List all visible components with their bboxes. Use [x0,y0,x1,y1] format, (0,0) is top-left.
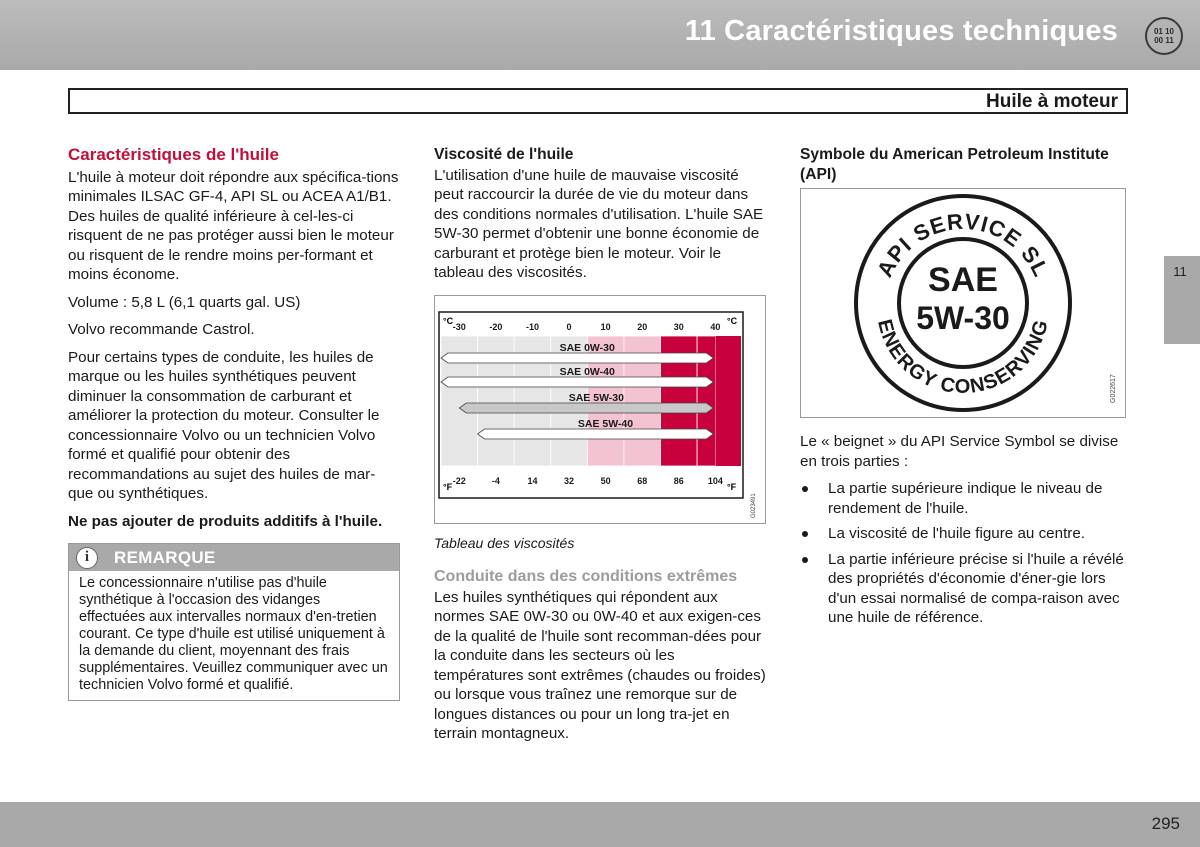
viscosity-band-arrow [459,403,713,413]
celsius-unit-right: °C [727,315,738,326]
fahrenheit-unit-left: °F [443,481,453,492]
api-center-sae: SAE [928,261,998,299]
viscosity-band-arrow [441,377,713,387]
chart-image-code: G023491 [751,492,757,518]
viscosity-chart-svg [435,296,765,523]
fahrenheit-tick-label: -22 [452,475,466,486]
api-image-code: G022617 [1110,374,1117,403]
section-title: Huile à moteur [986,91,1118,112]
column-oil-characteristics [68,145,400,701]
celsius-tick-label: 40 [710,321,721,332]
oil-brand-paragraph: Volvo recommande Castrol. [68,321,255,338]
viscosity-chart-caption: Tableau des viscosités [434,534,575,551]
celsius-tick-label: 30 [673,321,684,332]
celsius-tick-label: -20 [489,321,503,332]
column-oil-viscosity [434,145,766,752]
fahrenheit-tick-label: -4 [491,475,500,486]
fahrenheit-tick-label: 104 [707,475,723,486]
header-bar [0,0,1200,70]
list-item: La partie inférieure précise si l'huile a révélé des propriétés d'économie d'éner-gie lors d'un essai normalisé de compa-raison avec une huile de référence. [800,550,1130,628]
chapter-badge-icon [1145,17,1183,55]
list-item: La partie supérieure indique le niveau de rendement de l'huile. [800,479,1130,518]
api-top-arc-text: API SERVICE SL [872,208,1055,282]
list-item: La viscosité de l'huile figure au centre. [800,524,1130,544]
extreme-conditions-heading: Conduite dans des conditions extrêmes [434,568,738,585]
viscosity-band-arrow [478,429,714,439]
celsius-unit-left: °C [443,315,454,326]
viscosity-band-label: SAE 0W-40 [559,365,615,378]
page-number: 295 [1151,814,1180,833]
celsius-tick-label: 0 [566,321,572,332]
celsius-tick-label: 10 [600,321,611,332]
viscosity-paragraph: L'utilisation d'une huile de mauvaise viscosité peut raccourcir la durée de vie du moteur dans des conditions normales d'utilisation. L'huile SAE 5W-30 permet d'obtenir une bonne économie de carburant et protège bien le moteur. Voir le tableau des viscosités. [434,166,764,281]
fahrenheit-unit-right: °F [727,481,737,492]
chart-band-column [715,336,741,466]
note-text: Le concessionnaire n'utilise pas d'huile synthétique à l'occasion des vidanges effectuées aux intervalles normaux d'en-tretien courant. Ce type d'huile est utilisé uniquement à la demande du client, moyennant des frais supplémentaires. Veuillez communiquer avec un technicien Volvo formé et qualifié. [79,575,388,693]
chapter-side-tab [1164,256,1200,344]
note-header [69,544,399,571]
oil-spec-paragraph: L'huile à moteur doit répondre aux spécifica-tions minimales ILSAC GF-4, API SL ou ACEA A1/B1. Des huiles de qualité inférieure à cel-les-ci risquent de ne pas protéger aussi bien le moteur ou risquent de le rendre moins per-formant et moins économe. [68,168,399,283]
oil-volume-paragraph: Volume : 5,8 L (6,1 quarts gal. US) [68,293,301,311]
viscosity-band-label: SAE 5W-40 [577,417,634,430]
no-additives-warning: Ne pas ajouter de produits additifs à l'huile. [68,512,383,530]
section-header [68,88,1128,114]
column-api-symbol [800,145,1130,634]
api-symbol-figure [800,188,1126,418]
celsius-tick-label: -30 [452,321,466,332]
info-icon: i [76,547,98,569]
badge-line-1: 01 10 [1153,27,1175,36]
viscosity-band-arrow [441,353,713,363]
badge-line-2: 00 11 [1154,36,1174,45]
viscosity-chart [434,295,766,524]
api-parts-list [800,479,1130,628]
api-description: Le « beignet » du API Service Symbol se divise en trois parties : [800,433,1119,470]
note-box [68,543,400,701]
note-title: REMARQUE [114,547,216,567]
oil-characteristics-heading: Caractéristiques de l'huile [68,145,279,164]
fahrenheit-tick-label: 50 [600,475,611,486]
api-donut-icon [801,189,1125,417]
api-center-grade: 5W-30 [916,300,1010,336]
celsius-tick-label: -10 [525,321,539,332]
chapter-title: 11 Caractéristiques techniques [684,15,1118,47]
fahrenheit-tick-label: 86 [673,475,684,486]
api-symbol-heading: Symbole du American Petroleum Institute (API) [800,146,1109,183]
footer-bar [0,802,1200,847]
viscosity-band-label: SAE 0W-30 [559,341,615,354]
fahrenheit-tick-label: 68 [637,475,648,486]
extreme-conditions-paragraph: Les huiles synthétiques qui répondent aux normes SAE 0W-30 ou 0W-40 et aux exigen-ces de la qualité de l'huile sont recomman-dées pour la conduite dans les secteurs où les températures sont extrêmes (chaudes ou froides) ou lorsque vous traînez une remorque sur de longues distances ou pour un long tra-jet en terrain montagneux. [434,588,766,742]
celsius-tick-label: 20 [637,321,648,332]
synthetic-oil-paragraph: Pour certains types de conduite, les huiles de marque ou les huiles synthétiques peuvent diminuer la consommation de carburant et améliorer la protection du moteur. Consulter le concessionnaire Volvo ou un technicien Volvo formé et qualifié pour obtenir des recommandations au sujet des huiles de mar-que ou synthétiques. [68,348,380,502]
fahrenheit-tick-label: 14 [527,475,538,486]
side-tab-label: 11 [1173,264,1187,279]
viscosity-heading: Viscosité de l'huile [434,146,574,163]
viscosity-band-label: SAE 5W-30 [568,391,624,404]
api-bottom-arc-text: ENERGY CONSERVING [873,316,1054,398]
fahrenheit-tick-label: 32 [564,475,575,486]
